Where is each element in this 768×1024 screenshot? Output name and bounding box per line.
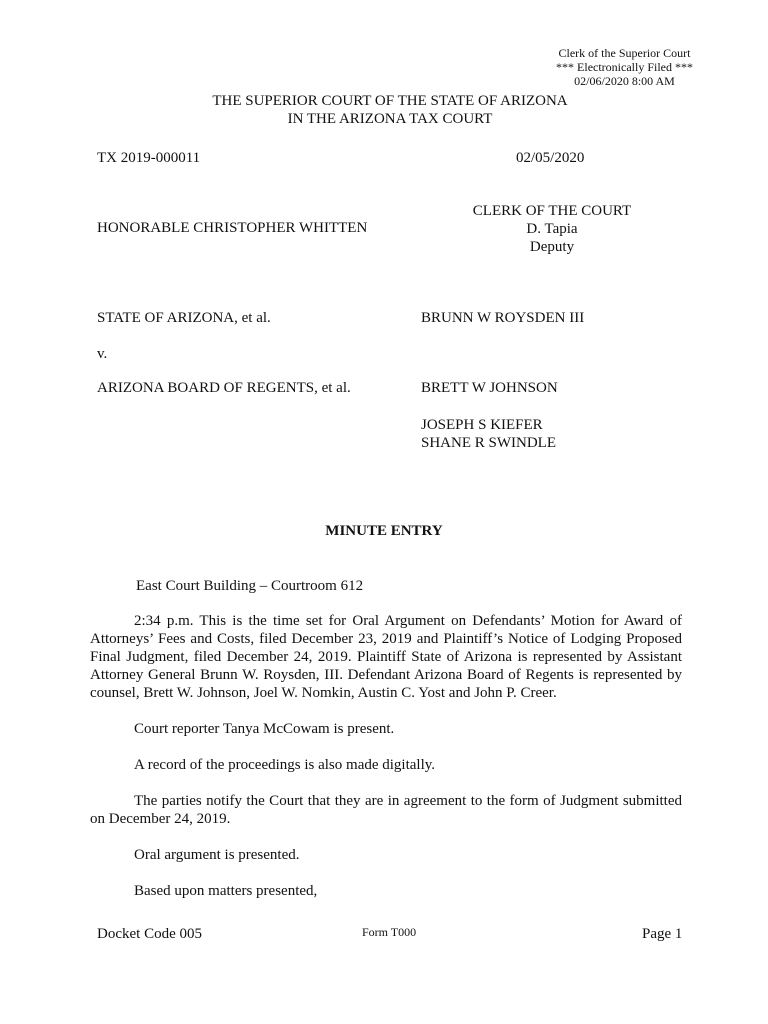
paragraph-oral-presented: [90, 846, 682, 864]
paragraph-based-upon: [90, 882, 682, 900]
paragraph-5-text: Oral argument is presented.: [134, 847, 300, 863]
clerk-name: D. Tapia: [526, 221, 578, 237]
clerk-block: [462, 202, 642, 256]
paragraph-1-text: 2:34 p.m. This is the time set for Oral Argument on Defendants’ Motion for Award of Attorneys’ Fees and Costs, filed December 23, 2019 and Plaintiff’s Notice of Lodging Proposed Final Judgment, filed December 24, 2019. Plaintiff State of Arizona is represented by Assistant Attorney General Brunn W. Roysden, III. Defendant Arizona Board of Regents is represented by counsel, Brett W. Johnson, Joel W. Nomkin, Austin C. Yost and John P. Creer.: [90, 613, 682, 701]
plaintiff-counsel: BRUNN W ROYSDEN III: [421, 310, 585, 326]
paragraph-agreement: [90, 792, 682, 828]
versus: v.: [97, 346, 108, 362]
paragraph-record: [90, 756, 682, 774]
clerk-role: Deputy: [529, 239, 575, 255]
paragraph-court-reporter: [90, 720, 682, 738]
minute-entry-heading: MINUTE ENTRY: [325, 523, 443, 539]
stamp-filed-line: *** Electronically Filed ***: [556, 60, 693, 74]
court-name: THE SUPERIOR COURT OF THE STATE OF ARIZONA: [212, 93, 568, 109]
paragraph-2-text: Court reporter Tanya McCowam is present.: [134, 721, 395, 737]
filing-stamp: [556, 46, 693, 88]
plaintiff-name: STATE OF ARIZONA, et al.: [97, 310, 271, 326]
defendant-counsel-1: BRETT W JOHNSON: [421, 380, 558, 396]
clerk-title: CLERK OF THE COURT: [472, 203, 632, 219]
paragraph-3-text: A record of the proceedings is also made digitally.: [134, 757, 436, 773]
courtroom-location: East Court Building – Courtroom 612: [136, 578, 364, 594]
defendant-counsel-2: JOSEPH S KIEFER: [421, 417, 543, 433]
judge-name: HONORABLE CHRISTOPHER WHITTEN: [97, 220, 368, 236]
defendant-counsel-3: SHANE R SWINDLE: [421, 435, 556, 451]
docket-code: Docket Code 005: [97, 926, 202, 942]
court-division: IN THE ARIZONA TAX COURT: [287, 111, 493, 127]
paragraph-6-text: Based upon matters presented,: [134, 883, 318, 899]
stamp-datetime-line: 02/06/2020 8:00 AM: [574, 74, 675, 88]
defendant-name: ARIZONA BOARD OF REGENTS, et al.: [97, 380, 351, 396]
paragraph-oral-argument: [90, 612, 682, 702]
case-date: 02/05/2020: [516, 150, 585, 166]
page-number: Page 1: [642, 926, 683, 942]
stamp-clerk-line: Clerk of the Superior Court: [558, 46, 691, 60]
form-code: Form T000: [362, 925, 417, 939]
case-number: TX 2019-000011: [97, 150, 201, 166]
paragraph-4-text: The parties notify the Court that they are in agreement to the form of Judgment submitted on December 24, 2019.: [90, 793, 682, 827]
